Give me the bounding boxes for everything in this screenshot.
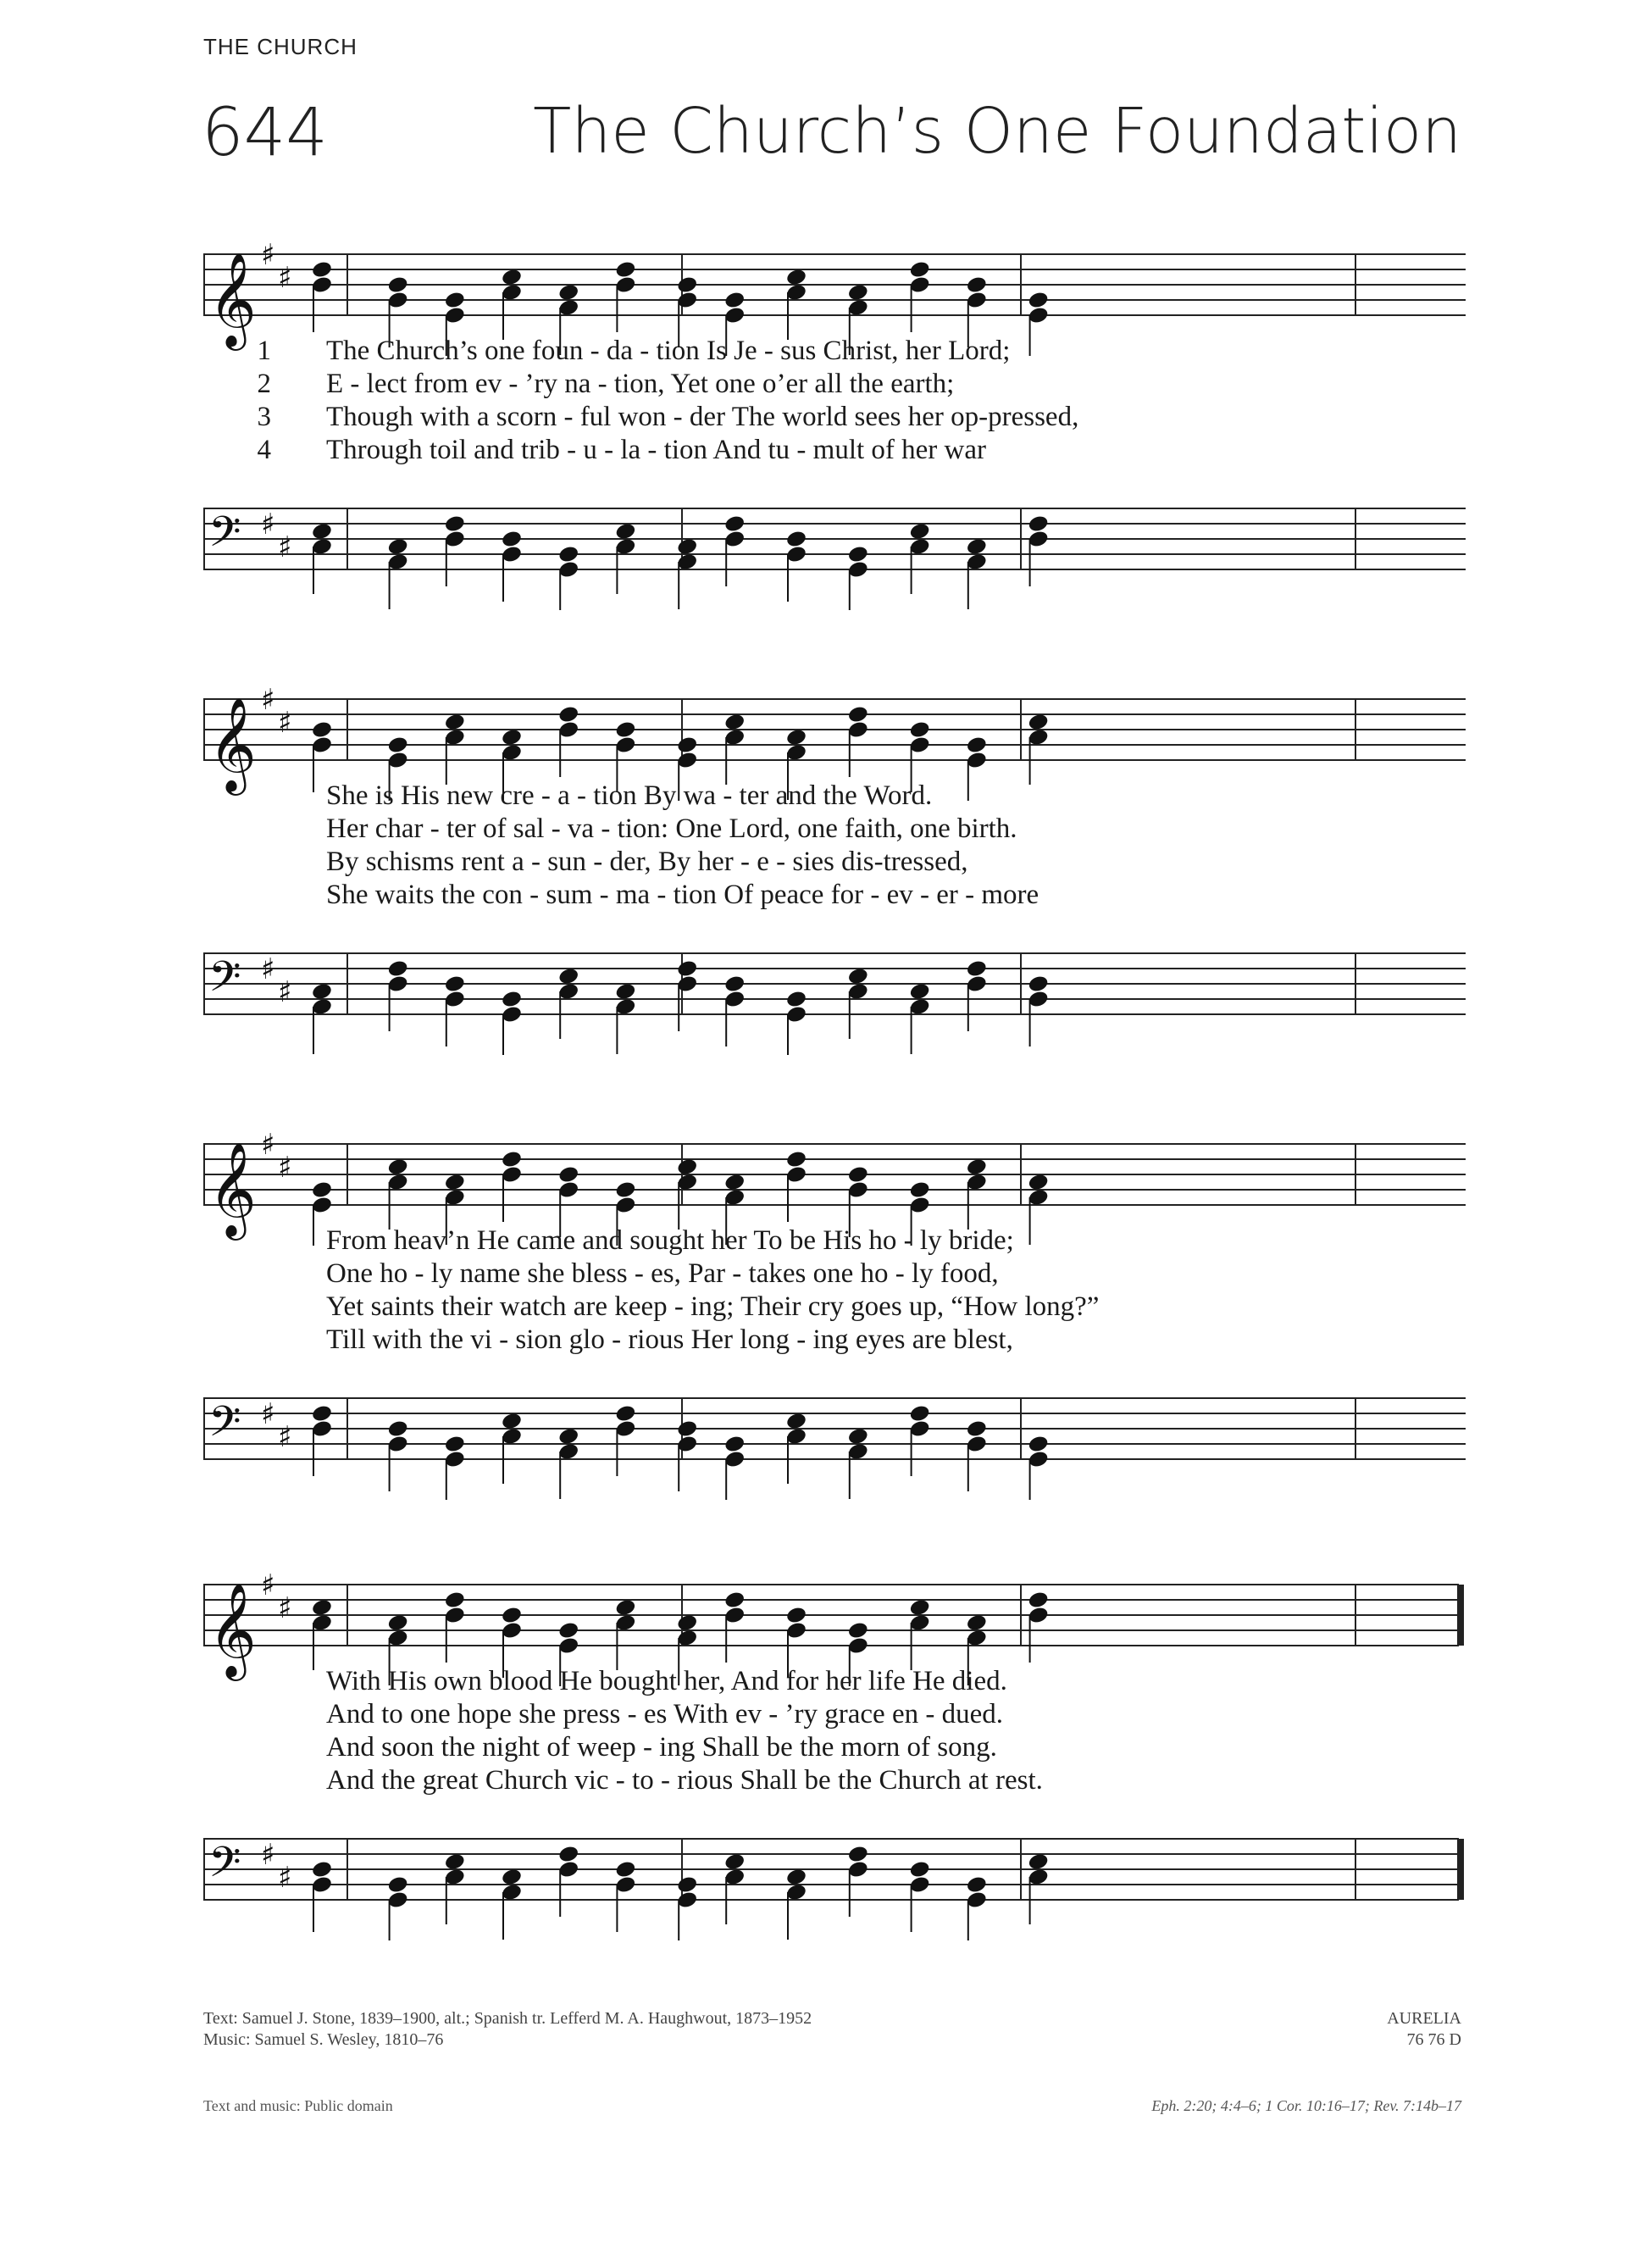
notehead: [966, 1158, 988, 1177]
sharp-icon: ♯: [261, 683, 275, 717]
lyric-text: Till with the vi - sion glo - rious Her long - ing eyes are blest,: [326, 1324, 1013, 1355]
notehead: [785, 530, 807, 549]
notehead: [676, 736, 698, 755]
lyric-line: [203, 780, 1466, 813]
sharp-icon: ♯: [278, 1861, 292, 1895]
notehead: [557, 283, 579, 303]
notehead: [966, 1875, 988, 1895]
notehead: [723, 1173, 746, 1192]
hymn-credits: [203, 2008, 812, 2051]
sharp-icon: ♯: [261, 1568, 275, 1602]
notehead: [501, 728, 523, 747]
notehead: [501, 530, 523, 549]
notehead: [723, 1852, 746, 1872]
copyright-note: Text and music: Public domain: [203, 2097, 393, 2114]
lyric-text: And soon the night of weep - ing Shall be the morn of song.: [326, 1732, 997, 1763]
notehead: [614, 1180, 636, 1200]
notehead: [387, 1613, 409, 1633]
notehead: [557, 967, 579, 986]
music-credit: Music: Samuel S. Wesley, 1810–76: [203, 2030, 444, 2049]
notehead: [966, 1419, 988, 1439]
notehead: [311, 1180, 333, 1200]
notehead: [311, 1404, 333, 1424]
treble-clef-icon: 𝄞: [208, 252, 257, 347]
sharp-icon: ♯: [278, 1591, 292, 1625]
notehead: [1028, 974, 1050, 994]
lyric-text: Yet saints their watch are keep - ing; Their cry goes up, “How long?”: [326, 1291, 1100, 1322]
notehead: [614, 1598, 636, 1618]
notehead: [676, 959, 698, 979]
notehead: [1028, 291, 1050, 310]
notehead: [387, 736, 409, 755]
sharp-icon: ♯: [278, 706, 292, 740]
notehead: [847, 545, 869, 564]
lyric-text: With His own blood He bought her, And for her life He died.: [326, 1666, 1007, 1696]
notehead: [847, 1621, 869, 1641]
notehead: [501, 1150, 523, 1169]
notehead: [387, 1875, 409, 1895]
notehead: [444, 713, 466, 732]
tune-name: AURELIA: [1387, 2009, 1461, 2028]
notehead: [723, 1591, 746, 1610]
lyric-line: [203, 1324, 1466, 1357]
notehead: [909, 720, 931, 740]
notehead: [723, 291, 746, 310]
lyric-text: And to one hope she press - es With ev - ’ry grace en - dued.: [326, 1699, 1003, 1729]
treble-clef-icon: 𝄞: [208, 1582, 257, 1677]
notehead: [501, 990, 523, 1009]
notehead: [909, 982, 931, 1002]
notehead: [785, 1412, 807, 1431]
notehead: [966, 1613, 988, 1633]
lyrics-block: [203, 1224, 1466, 1357]
notehead: [1028, 514, 1050, 534]
notehead: [387, 1419, 409, 1439]
final-barline: [1457, 1585, 1464, 1646]
notehead: [785, 728, 807, 747]
lyric-line: [203, 1698, 1466, 1731]
notehead: [387, 275, 409, 295]
notehead: [1028, 1852, 1050, 1872]
lyric-line: [203, 1764, 1466, 1797]
notehead: [909, 1180, 931, 1200]
notehead: [387, 537, 409, 557]
scripture-references: Eph. 2:20; 4:4–6; 1 Cor. 10:16–17; Rev. 7:14b–17: [1151, 2097, 1461, 2114]
hymn-title: The Church’s One Foundation: [533, 95, 1461, 168]
lyric-text: She is His new cre - a - tion By wa - ter and the Word.: [326, 780, 933, 811]
notehead: [501, 1412, 523, 1431]
sharp-icon: ♯: [261, 508, 275, 541]
bass-staff: [203, 483, 1466, 610]
notehead: [614, 1860, 636, 1879]
bass-clef-icon: 𝄢: [208, 952, 241, 1012]
notehead: [444, 1173, 466, 1192]
notehead: [614, 260, 636, 280]
notehead: [1028, 1591, 1050, 1610]
notehead: [785, 990, 807, 1009]
lyric-text: E - lect from ev - ’ry na - tion, Yet one o’er all the earth;: [326, 369, 955, 399]
treble-clef-icon: 𝄞: [208, 1141, 257, 1236]
lyric-line: [203, 1224, 1466, 1257]
bass-staff: [203, 1373, 1466, 1500]
lyric-text: Through toil and trib - u - la - tion And tu - mult of her war: [326, 435, 987, 465]
sharp-icon: ♯: [278, 261, 292, 295]
sharp-icon: ♯: [278, 1151, 292, 1185]
bass-staff: [203, 928, 1466, 1055]
notehead: [557, 1845, 579, 1864]
notehead: [966, 959, 988, 979]
tune-meter: 76 76 D: [1406, 2030, 1461, 2049]
notehead: [966, 275, 988, 295]
sharp-icon: ♯: [278, 530, 292, 564]
notehead: [501, 268, 523, 287]
notehead: [847, 1165, 869, 1185]
notehead: [501, 1868, 523, 1887]
notehead: [676, 1419, 698, 1439]
verse-number: 1: [257, 336, 271, 366]
lyrics-block: [203, 1665, 1466, 1797]
notehead: [501, 1606, 523, 1625]
bass-clef-icon: 𝄢: [208, 1397, 241, 1457]
sharp-icon: ♯: [261, 1128, 275, 1162]
lyric-text: Though with a scorn - ful won - der The world sees her op-pressed,: [326, 402, 1079, 432]
notehead: [387, 959, 409, 979]
notehead: [966, 537, 988, 557]
lyric-line: [203, 401, 1466, 434]
lyric-line: [203, 434, 1466, 467]
notehead: [847, 1427, 869, 1446]
notehead: [614, 720, 636, 740]
notehead: [785, 1150, 807, 1169]
lyric-text: By schisms rent a - sun - der, By her - e - sies dis-tressed,: [326, 847, 968, 877]
notehead: [909, 260, 931, 280]
notehead: [1028, 713, 1050, 732]
notehead: [1028, 1173, 1050, 1192]
lyric-line: [203, 1665, 1466, 1698]
lyric-line: [203, 846, 1466, 879]
hymn-number: 644: [202, 95, 328, 171]
notehead: [723, 1435, 746, 1454]
notehead: [909, 1598, 931, 1618]
lyrics-block: [203, 335, 1466, 467]
notehead: [557, 545, 579, 564]
notehead: [785, 1606, 807, 1625]
notehead: [557, 1427, 579, 1446]
notehead: [311, 260, 333, 280]
notehead: [444, 1435, 466, 1454]
notehead: [676, 1875, 698, 1895]
notehead: [557, 1621, 579, 1641]
lyric-text: Her char - ter of sal - va - tion: One Lord, one faith, one birth.: [326, 813, 1017, 844]
bass-clef-icon: 𝄢: [208, 1838, 241, 1897]
notehead: [723, 514, 746, 534]
notehead: [909, 1404, 931, 1424]
notehead: [676, 275, 698, 295]
lyric-text: And the great Church vic - to - rious Shall be the Church at rest.: [326, 1765, 1043, 1796]
notehead: [387, 1158, 409, 1177]
notehead: [614, 982, 636, 1002]
notehead: [1028, 1435, 1050, 1454]
lyric-line: [203, 1257, 1466, 1291]
notehead: [444, 1852, 466, 1872]
notehead: [444, 974, 466, 994]
notehead: [311, 1860, 333, 1879]
notehead: [614, 1404, 636, 1424]
lyric-line: [203, 368, 1466, 401]
notehead: [847, 705, 869, 724]
sharp-icon: ♯: [278, 1420, 292, 1454]
notehead: [966, 736, 988, 755]
notehead: [909, 1860, 931, 1879]
lyric-text: From heav’n He came and sought her To be His ho - ly bride;: [326, 1225, 1014, 1256]
notehead: [723, 974, 746, 994]
notehead: [676, 537, 698, 557]
tune-info: [1387, 2008, 1461, 2051]
notehead: [723, 713, 746, 732]
final-barline: [1457, 1839, 1464, 1900]
sharp-icon: ♯: [261, 1838, 275, 1872]
notehead: [557, 1165, 579, 1185]
notehead: [614, 522, 636, 541]
notehead: [909, 522, 931, 541]
notehead: [676, 1613, 698, 1633]
notehead: [311, 720, 333, 740]
lyric-line: [203, 335, 1466, 368]
notehead: [311, 522, 333, 541]
lyric-line: [203, 1291, 1466, 1324]
sharp-icon: ♯: [261, 1397, 275, 1431]
notehead: [444, 1591, 466, 1610]
treble-clef-icon: 𝄞: [208, 697, 257, 791]
notehead: [557, 705, 579, 724]
notehead: [847, 283, 869, 303]
notehead: [311, 1598, 333, 1618]
sharp-icon: ♯: [278, 975, 292, 1009]
notehead: [785, 1868, 807, 1887]
lyric-line: [203, 1731, 1466, 1764]
bass-staff: [203, 1813, 1466, 1940]
notehead: [444, 291, 466, 310]
notehead: [847, 967, 869, 986]
notehead: [847, 1845, 869, 1864]
bass-clef-icon: 𝄢: [208, 508, 241, 567]
lyric-text: One ho - ly name she bless - es, Par - takes one ho - ly food,: [326, 1258, 999, 1289]
lyrics-block: [203, 780, 1466, 912]
lyric-line: [203, 879, 1466, 912]
sharp-icon: ♯: [261, 952, 275, 986]
lyric-line: [203, 813, 1466, 846]
verse-number: 3: [257, 402, 271, 432]
notehead: [311, 982, 333, 1002]
text-credit: Text: Samuel J. Stone, 1839–1900, alt.; Spanish tr. Lefferd M. A. Haughwout, 1873–1952: [203, 2009, 812, 2028]
sharp-icon: ♯: [261, 238, 275, 272]
section-heading: THE CHURCH: [203, 34, 358, 59]
lyric-text: The Church’s one foun - da - tion Is Je - sus Christ, her Lord;: [326, 336, 1011, 366]
lyric-text: She waits the con - sum - ma - tion Of peace for - ev - er - more: [326, 880, 1039, 910]
notehead: [785, 268, 807, 287]
verse-number: 2: [257, 369, 271, 399]
notehead: [444, 514, 466, 534]
notehead: [676, 1158, 698, 1177]
verse-number: 4: [257, 435, 271, 465]
